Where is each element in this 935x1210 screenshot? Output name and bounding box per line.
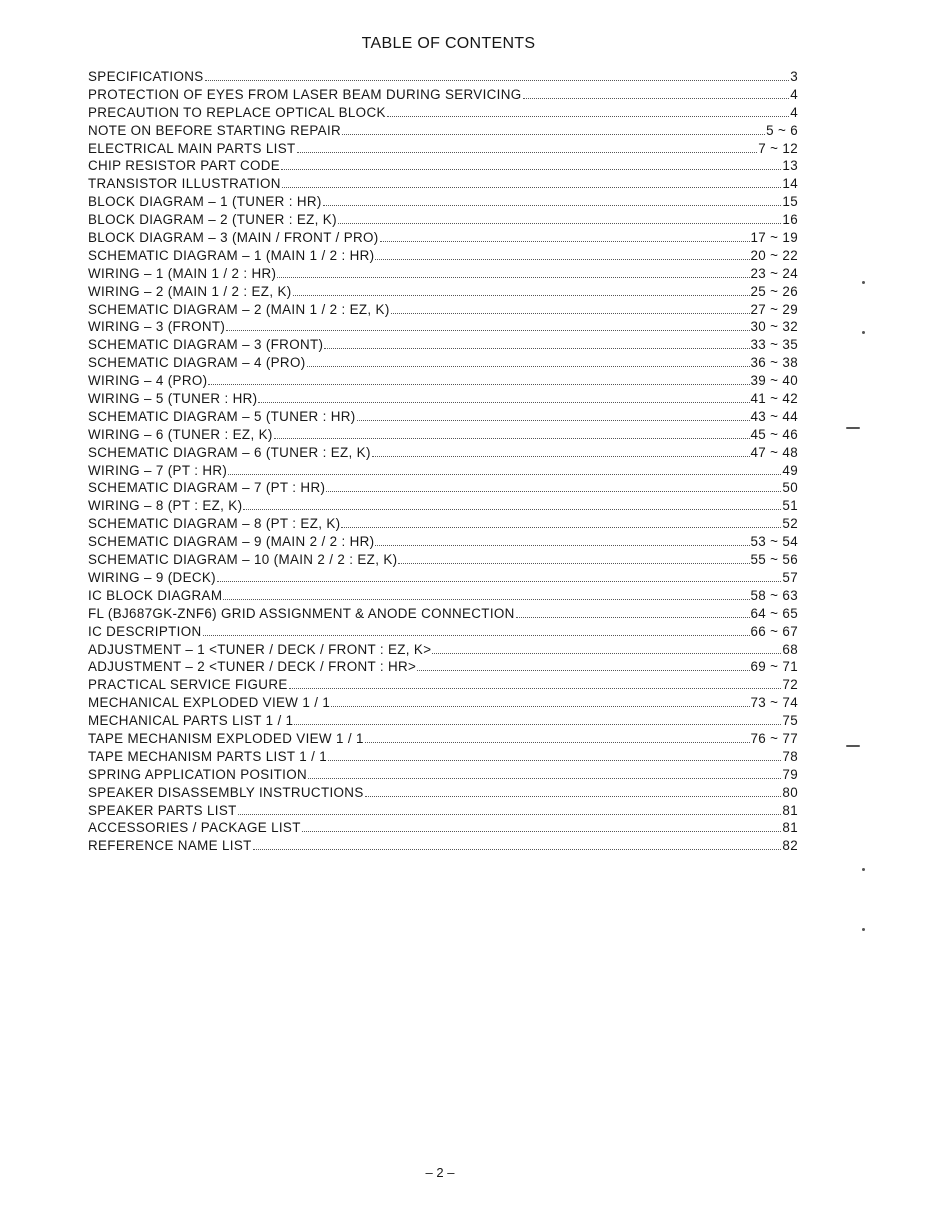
toc-entry (88, 211, 798, 229)
table-of-contents (88, 68, 798, 855)
toc-leader-dots (308, 767, 781, 779)
toc-entry-page: 73 ~ 74 (750, 695, 798, 711)
toc-entry-page: 3 (790, 69, 798, 84)
toc-entry-label: BLOCK DIAGRAM – 3 (MAIN / FRONT / PRO) (88, 230, 379, 246)
toc-entry-page: 66 ~ 67 (750, 623, 798, 639)
toc-entry-page: 30 ~ 32 (750, 319, 798, 335)
toc-entry (88, 766, 798, 784)
toc-entry-page: 43 ~ 44 (750, 408, 798, 424)
toc-entry-label: PRECAUTION TO REPLACE OPTICAL BLOCK (88, 104, 386, 120)
toc-entry-label: TAPE MECHANISM EXPLODED VIEW 1 / 1 (88, 730, 364, 746)
toc-entry-label: TAPE MECHANISM PARTS LIST 1 / 1 (88, 748, 328, 764)
toc-entry (88, 641, 798, 659)
toc-entry-label: WIRING – 2 (MAIN 1 / 2 : EZ, K) (88, 283, 292, 299)
toc-entry-label: SPEAKER PARTS LIST (88, 802, 237, 818)
toc-leader-dots (516, 606, 750, 618)
toc-leader-dots (203, 624, 750, 636)
toc-entry-label: WIRING – 5 (TUNER : HR) (88, 391, 258, 407)
toc-leader-dots (223, 588, 749, 600)
toc-leader-dots (238, 803, 782, 815)
toc-entry-label: SPECIFICATIONS (88, 69, 204, 84)
toc-entry-page: 76 ~ 77 (750, 730, 798, 746)
toc-entry-page: 20 ~ 22 (750, 247, 798, 263)
toc-entry-label: REFERENCE NAME LIST (88, 838, 252, 854)
toc-entry-label: SCHEMATIC DIAGRAM – 5 (TUNER : HR) (88, 408, 356, 424)
toc-entry-page: 81 (782, 820, 798, 836)
toc-entry-page: 25 ~ 26 (750, 283, 798, 299)
toc-entry-label: IC BLOCK DIAGRAM (88, 587, 223, 603)
toc-entry (88, 318, 798, 336)
toc-entry-page: 69 ~ 71 (750, 659, 798, 675)
toc-entry-page: 13 (782, 158, 798, 174)
toc-leader-dots (432, 642, 781, 654)
toc-entry-label: SCHEMATIC DIAGRAM – 10 (MAIN 2 / 2 : EZ, K) (88, 552, 398, 568)
toc-entry-label: FL (BJ687GK-ZNF6) GRID ASSIGNMENT & ANODE CONNECTION (88, 605, 515, 621)
page-number: – 2 – (425, 1165, 455, 1180)
toc-leader-dots (258, 391, 749, 403)
toc-leader-dots (342, 123, 765, 135)
toc-entry-page: 49 (782, 462, 798, 478)
toc-entry-label: SCHEMATIC DIAGRAM – 9 (MAIN 2 / 2 : HR) (88, 534, 375, 550)
toc-entry (88, 569, 798, 587)
toc-entry-label: SPRING APPLICATION POSITION (88, 766, 308, 782)
toc-entry-page: 17 ~ 19 (750, 230, 798, 246)
toc-entry (88, 122, 798, 140)
toc-entry-label: SCHEMATIC DIAGRAM – 7 (PT : HR) (88, 480, 326, 496)
toc-leader-dots (338, 212, 781, 224)
toc-entry (88, 802, 798, 820)
toc-entry (88, 157, 798, 175)
toc-entry-page: 52 (782, 516, 798, 532)
toc-entry-label: WIRING – 1 (MAIN 1 / 2 : HR) (88, 265, 277, 281)
scan-speck (846, 427, 860, 429)
toc-entry (88, 748, 798, 766)
toc-entry-label: WIRING – 9 (DECK) (88, 569, 216, 585)
toc-entry-page: 41 ~ 42 (750, 391, 798, 407)
toc-entry (88, 336, 798, 354)
toc-entry-page: 79 (782, 766, 798, 782)
toc-leader-dots (302, 820, 782, 832)
toc-entry (88, 408, 798, 426)
toc-entry-page: 7 ~ 12 (758, 140, 798, 156)
toc-entry-page: 16 (782, 212, 798, 228)
toc-entry-label: PRACTICAL SERVICE FIGURE (88, 677, 288, 693)
toc-leader-dots (297, 141, 758, 153)
toc-entry (88, 497, 798, 515)
toc-leader-dots (380, 230, 750, 242)
toc-entry-label: ADJUSTMENT – 2 <TUNER / DECK / FRONT : HR> (88, 659, 417, 675)
toc-entry (88, 658, 798, 676)
toc-entry (88, 462, 798, 480)
toc-entry-page: 75 (782, 713, 798, 729)
toc-entry (88, 730, 798, 748)
toc-entry-page: 5 ~ 6 (766, 122, 798, 138)
toc-entry-label: ELECTRICAL MAIN PARTS LIST (88, 140, 296, 156)
toc-entry (88, 86, 798, 104)
toc-entry (88, 712, 798, 730)
toc-leader-dots (307, 355, 750, 367)
toc-entry-label: MECHANICAL PARTS LIST 1 / 1 (88, 713, 294, 729)
toc-entry-label: SCHEMATIC DIAGRAM – 3 (FRONT) (88, 337, 324, 353)
toc-entry-label: CHIP RESISTOR PART CODE (88, 158, 281, 174)
toc-leader-dots (365, 731, 750, 743)
toc-entry-page: 55 ~ 56 (750, 552, 798, 568)
toc-entry-label: SPEAKER DISASSEMBLY INSTRUCTIONS (88, 784, 364, 800)
toc-entry (88, 283, 798, 301)
toc-entry-page: 14 (782, 176, 798, 192)
toc-entry-label: NOTE ON BEFORE STARTING REPAIR (88, 122, 342, 138)
toc-entry-page: 57 (782, 569, 798, 585)
toc-leader-dots (282, 176, 782, 188)
toc-leader-dots (277, 266, 749, 278)
toc-entry (88, 784, 798, 802)
toc-entry (88, 372, 798, 390)
toc-entry-page: 4 (790, 104, 798, 120)
toc-entry-label: WIRING – 3 (FRONT) (88, 319, 226, 335)
toc-entry (88, 676, 798, 694)
toc-entry-page: 82 (782, 838, 798, 854)
toc-entry (88, 694, 798, 712)
toc-entry-label: SCHEMATIC DIAGRAM – 4 (PRO) (88, 355, 306, 371)
toc-leader-dots (523, 87, 790, 99)
toc-leader-dots (328, 749, 781, 761)
toc-entry-label: WIRING – 6 (TUNER : EZ, K) (88, 426, 273, 442)
toc-entry-label: SCHEMATIC DIAGRAM – 6 (TUNER : EZ, K) (88, 444, 371, 460)
scan-speck (846, 745, 860, 747)
toc-entry-page: 64 ~ 65 (750, 605, 798, 621)
toc-leader-dots (331, 695, 749, 707)
scan-speck (862, 928, 865, 931)
toc-entry-page: 80 (782, 784, 798, 800)
toc-entry-page: 23 ~ 24 (750, 265, 798, 281)
toc-entry-page: 36 ~ 38 (750, 355, 798, 371)
toc-entry-page: 58 ~ 63 (750, 587, 798, 603)
toc-entry (88, 193, 798, 211)
toc-leader-dots (365, 785, 782, 797)
toc-leader-dots (372, 445, 750, 457)
toc-entry-label: ACCESSORIES / PACKAGE LIST (88, 820, 301, 836)
scan-speck (862, 331, 865, 334)
toc-leader-dots (226, 319, 749, 331)
toc-entry (88, 605, 798, 623)
toc-entry (88, 623, 798, 641)
toc-entry-label: WIRING – 7 (PT : HR) (88, 462, 228, 478)
toc-entry-page: 39 ~ 40 (750, 373, 798, 389)
toc-entry-page: 78 (782, 748, 798, 764)
toc-leader-dots (324, 337, 749, 349)
toc-leader-dots (253, 838, 782, 850)
toc-entry-label: BLOCK DIAGRAM – 1 (TUNER : HR) (88, 194, 322, 210)
toc-entry (88, 104, 798, 122)
toc-entry (88, 265, 798, 283)
toc-entry (88, 426, 798, 444)
toc-entry-label: WIRING – 8 (PT : EZ, K) (88, 498, 243, 514)
toc-leader-dots (294, 713, 781, 725)
toc-entry (88, 587, 798, 605)
toc-entry (88, 140, 798, 158)
toc-leader-dots (274, 427, 750, 439)
toc-leader-dots (217, 570, 781, 582)
toc-entry (88, 551, 798, 569)
toc-entry (88, 837, 798, 855)
toc-entry-page: 45 ~ 46 (750, 426, 798, 442)
toc-entry-page: 15 (782, 194, 798, 210)
toc-leader-dots (417, 659, 749, 671)
toc-entry (88, 444, 798, 462)
toc-leader-dots (387, 105, 789, 117)
toc-entry-label: WIRING – 4 (PRO) (88, 373, 208, 389)
toc-entry-label: BLOCK DIAGRAM – 2 (TUNER : EZ, K) (88, 212, 337, 228)
toc-entry (88, 229, 798, 247)
toc-entry-label: SCHEMATIC DIAGRAM – 8 (PT : EZ, K) (88, 516, 341, 532)
toc-entry-page: 27 ~ 29 (750, 301, 798, 317)
toc-entry-page: 68 (782, 641, 798, 657)
toc-entry-page: 50 (782, 480, 798, 496)
toc-entry (88, 819, 798, 837)
toc-entry (88, 301, 798, 319)
toc-entry-label: SCHEMATIC DIAGRAM – 2 (MAIN 1 / 2 : EZ, K) (88, 301, 390, 317)
scan-speck (862, 868, 865, 871)
toc-leader-dots (205, 69, 790, 81)
toc-leader-dots (208, 373, 749, 385)
toc-entry-label: PROTECTION OF EYES FROM LASER BEAM DURING SERVICING (88, 86, 522, 102)
toc-leader-dots (289, 677, 782, 689)
toc-entry (88, 247, 798, 265)
toc-entry (88, 515, 798, 533)
toc-leader-dots (228, 463, 781, 475)
toc-entry-label: TRANSISTOR ILLUSTRATION (88, 176, 281, 192)
toc-entry-page: 33 ~ 35 (750, 337, 798, 353)
toc-entry (88, 68, 798, 86)
toc-entry-label: IC DESCRIPTION (88, 623, 202, 639)
toc-entry-page: 4 (790, 86, 798, 102)
toc-entry (88, 533, 798, 551)
toc-entry-page: 51 (782, 498, 798, 514)
toc-entry (88, 175, 798, 193)
toc-leader-dots (375, 248, 749, 260)
scan-speck (862, 281, 865, 284)
toc-entry-page: 47 ~ 48 (750, 444, 798, 460)
toc-entry-label: ADJUSTMENT – 1 <TUNER / DECK / FRONT : EZ, K> (88, 641, 432, 657)
toc-entry (88, 479, 798, 497)
toc-leader-dots (293, 284, 750, 296)
toc-leader-dots (323, 194, 782, 206)
toc-leader-dots (375, 534, 749, 546)
toc-leader-dots (398, 552, 749, 564)
toc-entry-label: MECHANICAL EXPLODED VIEW 1 / 1 (88, 695, 331, 711)
toc-entry (88, 354, 798, 372)
toc-leader-dots (326, 480, 781, 492)
toc-leader-dots (341, 516, 781, 528)
toc-entry-label: SCHEMATIC DIAGRAM – 1 (MAIN 1 / 2 : HR) (88, 247, 375, 263)
page-title: TABLE OF CONTENTS (361, 35, 536, 52)
toc-leader-dots (391, 302, 750, 314)
toc-entry-page: 81 (782, 802, 798, 818)
toc-leader-dots (357, 409, 750, 421)
toc-entry-page: 72 (782, 677, 798, 693)
toc-entry-page: 53 ~ 54 (750, 534, 798, 550)
toc-leader-dots (243, 498, 781, 510)
toc-entry (88, 390, 798, 408)
toc-leader-dots (281, 158, 781, 170)
